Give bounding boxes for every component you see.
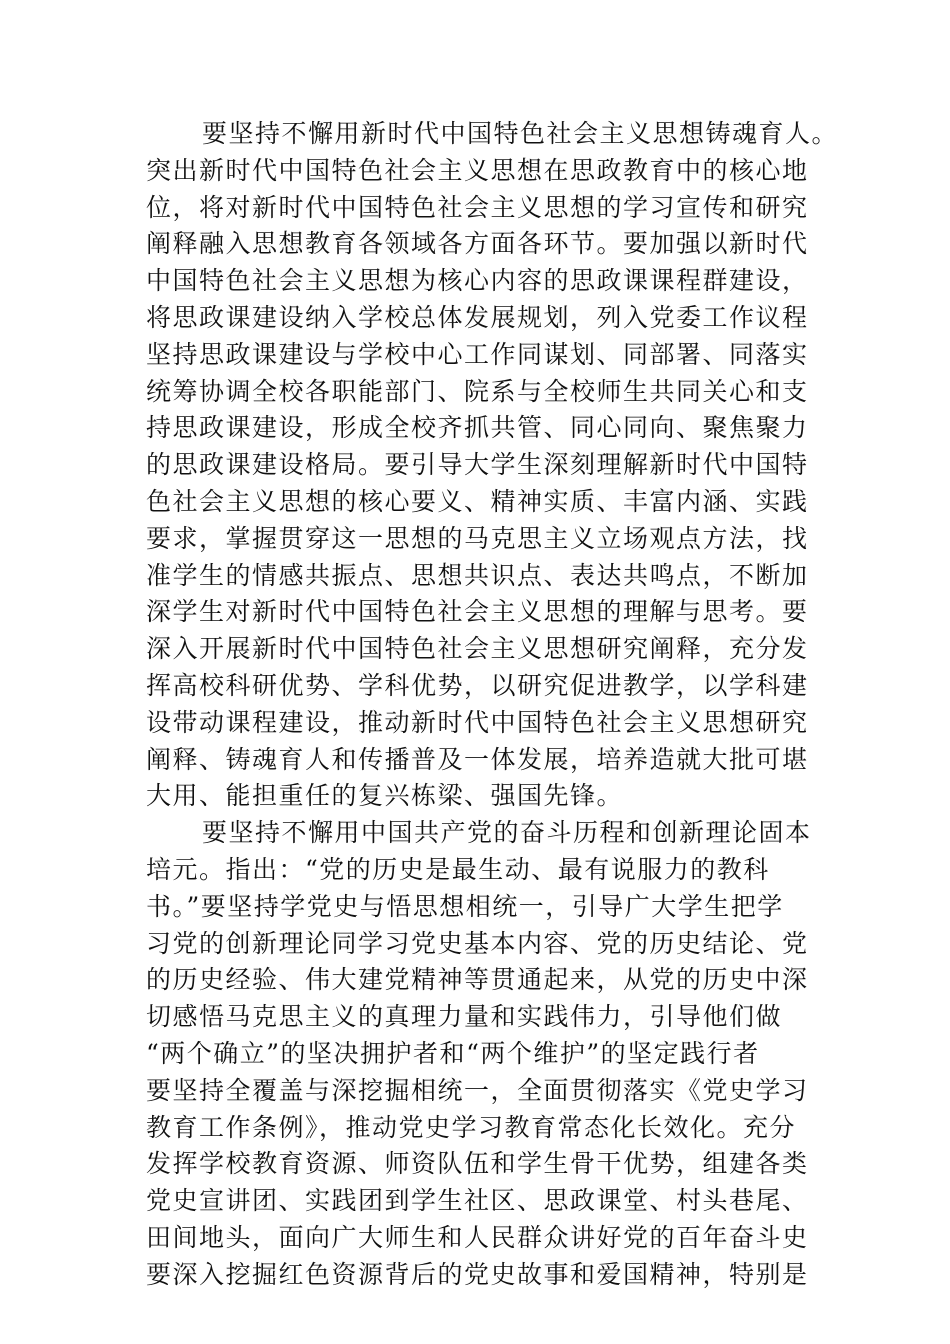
paragraph-2-line: 要坚持不懈用中国共产党的奋斗历程和创新理论固本 [202,818,812,848]
paragraph-2-line: 书。”要坚持学党史与悟思想相统一，引导广大学生把学 [146,891,784,921]
paragraph-2-line: 的历史经验、伟大建党精神等贯通起来，从党的历史中深 [146,965,809,995]
paragraph-1-line: 深学生对新时代中国特色社会主义思想的理解与思考。要 [146,597,809,627]
paragraph-1-line: 阐释融入思想教育各领域各方面各环节。要加强以新时代 [146,229,809,259]
paragraph-2-line: 党史宣讲团、实践团到学生社区、思政课堂、村头巷尾、 [146,1186,809,1216]
paragraph-1-line: 位，将对新时代中国特色社会主义思想的学习宣传和研究 [146,192,809,222]
paragraph-2-line: 发挥学校教育资源、师资队伍和学生骨干优势，组建各类 [146,1149,809,1179]
paragraph-2-line: 要坚持全覆盖与深挖掘相统一，全面贯彻落实《党史学习 [146,1075,809,1105]
paragraph-2-line: 习党的创新理论同学习党史基本内容、党的历史结论、党 [146,928,809,958]
paragraph-1-line: 大用、能担重任的复兴栋梁、强国先锋。 [146,781,624,811]
paragraph-2-line: 教育工作条例》，推动党史学习教育常态化长效化。充分 [146,1112,797,1142]
paragraph-1-line: 深入开展新时代中国特色社会主义思想研究阐释，充分发 [146,634,809,664]
paragraph-1-line: 将思政课建设纳入学校总体发展规划，列入党委工作议程 [146,302,809,332]
paragraph-1-line: 设带动课程建设，推动新时代中国特色社会主义思想研究 [146,707,809,737]
paragraph-1-line: 要求，掌握贯穿这一思想的马克思主义立场观点方法，找 [146,523,809,553]
paragraph-1-line: 准学生的情感共振点、思想共识点、表达共鸣点，不断加 [146,560,809,590]
paragraph-1-line: 持思政课建设，形成全校齐抓共管、同心同向、聚焦聚力 [146,413,809,443]
paragraph-1-line: 的思政课建设格局。要引导大学生深刻理解新时代中国特 [146,450,809,480]
paragraph-1-line: 挥高校科研优势、学科优势，以研究促进教学，以学科建 [146,670,809,700]
paragraph-2-line: 田间地头，面向广大师生和人民群众讲好党的百年奋斗史 [146,1222,809,1252]
paragraph-1-line: 中国特色社会主义思想为核心内容的思政课课程群建设， [146,266,809,296]
paragraph-1-line: 要坚持不懈用新时代中国特色社会主义思想铸魂育人。 [202,119,839,148]
paragraph-1-line: 阐释、铸魂育人和传播普及一体发展，培养造就大批可堪 [146,744,809,774]
paragraph-1-line: 突出新时代中国特色社会主义思想在思政教育中的核心地 [146,155,809,185]
paragraph-1-line: 色社会主义思想的核心要义、精神实质、丰富内涵、实践 [146,486,809,516]
paragraph-1-line: 统筹协调全校各职能部门、院系与全校师生共同关心和支 [146,376,809,406]
paragraph-2-line: 要深入挖掘红色资源背后的党史故事和爱国精神，特别是 [146,1259,809,1289]
body-text [146,116,839,1294]
paragraph-2-line: 切感悟马克思主义的真理力量和实践伟力，引导他们做 [146,1002,783,1032]
paragraph-2-line: “两个确立”的坚决拥护者和“两个维护”的坚定践行者 [146,1038,760,1068]
paragraph-1-line: 坚持思政课建设与学校中心工作同谋划、同部署、同落实 [146,339,809,369]
paragraph-2-line: 培元。指出：“党的历史是最生动、最有说服力的教科 [146,854,770,884]
